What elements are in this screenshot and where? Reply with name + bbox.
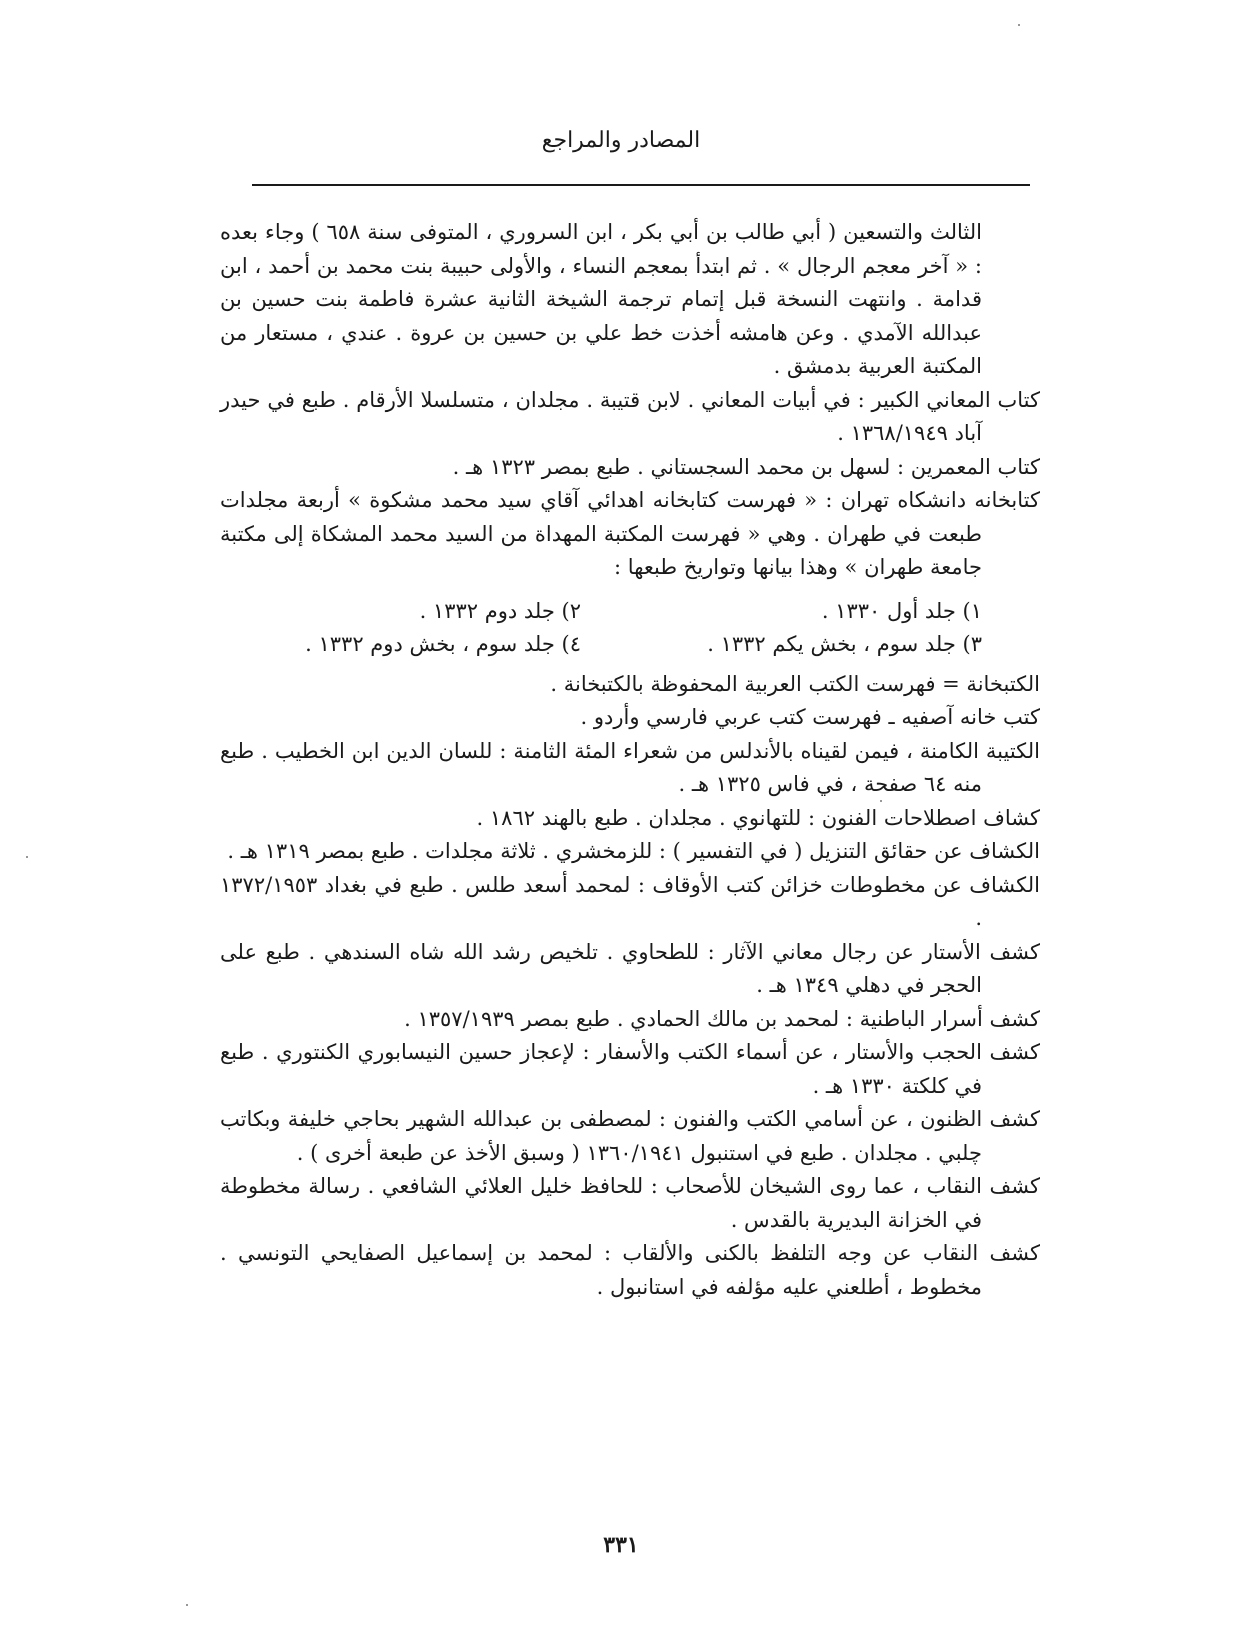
page-number: ٣٣١: [603, 1532, 639, 1558]
scan-speck: [880, 800, 882, 802]
scan-speck: [26, 856, 28, 858]
bibliography-entry: كتابخانه دانشكاه تهران : « فهرست كتابخانه اهدائي آقاي سيد محمد مشكوة » أربعة مجلدات طبعت في طهران . وهي « فهرست المكتبة المهداة من السيد محمد المشكاة إلى مكتبة جامعة طهران » وهذا بيانها وتواريخ طبعها :: [220, 488, 1040, 579]
bibliography-entry: الثالث والتسعين ( أبي طالب بن أبي بكر ، ابن السروري ، المتوفى سنة ٦٥٨ ) وجاء بعده : « آخر معجم الرجال » . ثم ابتدأ بمعجم النساء ، والأولى حبيبة بنت محمد بن أحمد ، ابن قدامة . وانتهت النسخة قبل إتمام ترجمة الشيخة الثانية عشرة فاطمة بنت حسين بن عبدالله الآمدي . وعن هامشه أخذت خط علي بن حسين بن عروة . عندي ، مستعار من المكتبة العربية بدمشق .: [220, 220, 982, 378]
bibliography-entry: كتاب المعمرين : لسهل بن محمد السجستاني . طبع بمصر ١٣٢٣ هـ .: [452, 454, 1040, 479]
header-divider: [252, 184, 1030, 186]
bibliography-entry: الكشاف عن مخطوطات خزائن كتب الأوقاف : لمحمد أسعد طلس . طبع في بغداد ١٣٧٢/١٩٥٣ .: [220, 872, 1040, 930]
bibliography-entry: كشف الظنون ، عن أسامي الكتب والفنون : لمصطفى بن عبدالله الشهير بحاجي خليفة وبكاتب چلبي . مجلدان . طبع في استنبول ١٣٦٠/١٩٤١ ( وسبق الأخذ عن طبعة أخرى ) .: [220, 1107, 1040, 1165]
bibliography-entry: كشف الحجب والأستار ، عن أسماء الكتب والأسفار : لإعجاز حسين النيسابوري الكنتوري . طبع في كلكتة ١٣٣٠ هـ .: [220, 1040, 1040, 1098]
bibliography-entry: كتاب المعاني الكبير : في أبيات المعاني . لابن قتيبة . مجلدان ، متسلسلا الأرقام . طبع في حيدر آباد ١٣٦٨/١٩٤٩ .: [220, 387, 1040, 445]
bibliography-list: [220, 216, 1040, 1304]
volume-item: ١) جلد أول ١٣٣٠ .: [821, 598, 982, 623]
page-title: المصادر والمراجع: [541, 128, 701, 153]
volume-item: ٤) جلد سوم ، بخش دوم ١٣٣٢ .: [305, 632, 581, 656]
bibliography-entry: كشف النقاب عن وجه التلفظ بالكنى والألقاب : لمحمد بن إسماعيل الصفايحي التونسي . مخطوط ، أطلعني عليه مؤلفه في استانبول .: [220, 1241, 1040, 1299]
bibliography-entry: كشف النقاب ، عما روى الشيخان للأصحاب : للحافظ خليل العلائي الشافعي . رسالة مخطوطة في الخزانة البديرية بالقدس .: [220, 1174, 1040, 1232]
volume-item: ٣) جلد سوم ، بخش يكم ١٣٣٢ .: [707, 632, 982, 656]
bibliography-entry: كتب خانه آصفيه ـ فهرست كتب عربي فارسي وأردو .: [580, 705, 1040, 729]
bibliography-entry: الكتيبة الكامنة ، فيمن لقيناه بالأندلس من شعراء المئة الثامنة : للسان الدين ابن الخطيب . طبع منه ٦٤ صفحة ، في فاس ١٣٢٥ هـ .: [220, 738, 1040, 796]
bibliography-entry: الكتبخانة = فهرست الكتب العربية المحفوظة بالكتبخانة .: [550, 671, 1040, 696]
bibliography-entry: كشاف اصطلاحات الفنون : للتهانوي . مجلدان . طبع بالهند ١٨٦٢ .: [476, 805, 1040, 830]
volume-list: [220, 595, 1040, 662]
scan-speck: [186, 1604, 188, 1606]
bibliography-entry: كشف أسرار الباطنية : لمحمد بن مالك الحمادي . طبع بمصر ١٣٥٧/١٩٣٩ .: [404, 1006, 1040, 1031]
bibliography-entry: الكشاف عن حقائق التنزيل ( في التفسير ) : للزمخشري . ثلاثة مجلدات . طبع بمصر ١٣١٩ هـ .: [227, 839, 1040, 863]
bibliography-entry: كشف الأستار عن رجال معاني الآثار : للطحاوي . تلخيص رشد الله شاه السندهي . طبع على الحجر في دهلي ١٣٤٩ هـ .: [220, 939, 1040, 997]
scan-speck: [1018, 24, 1020, 26]
volume-item: ٢) جلد دوم ١٣٣٢ .: [419, 598, 581, 623]
